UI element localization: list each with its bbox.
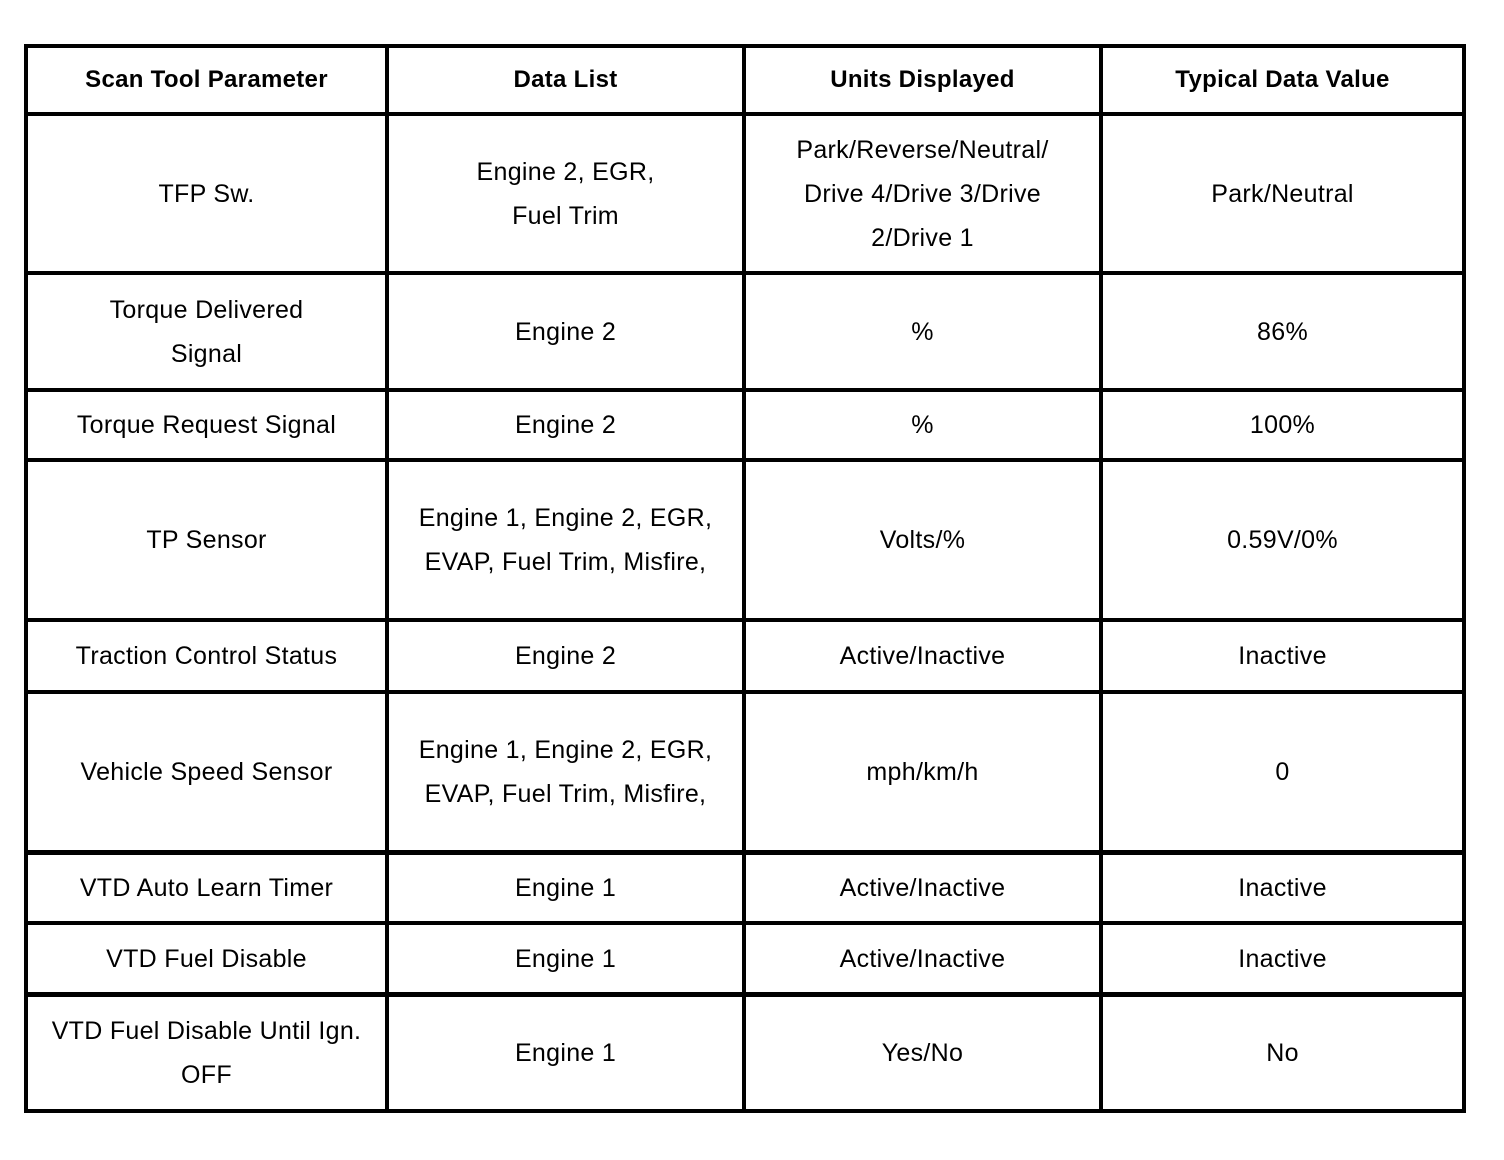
cell-units: Yes/No	[744, 995, 1101, 1112]
cell-data-list: Engine 2	[387, 620, 744, 692]
cell-data-list: Engine 1	[387, 995, 744, 1112]
cell-typical-value: Park/Neutral	[1101, 114, 1464, 273]
cell-data-list: Engine 2	[387, 390, 744, 460]
cell-parameter: VTD Auto Learn Timer	[26, 853, 387, 924]
table-row	[26, 692, 1464, 853]
cell-parameter: Torque Request Signal	[26, 390, 387, 460]
cell-typical-value: 0	[1101, 692, 1464, 853]
header-units-displayed: Units Displayed	[744, 46, 1101, 114]
cell-parameter: Vehicle Speed Sensor	[26, 692, 387, 853]
cell-data-list: Engine 1, Engine 2, EGR, EVAP, Fuel Trim, Misfire,	[387, 692, 744, 853]
cell-parameter: Torque Delivered Signal	[26, 273, 387, 390]
cell-parameter: VTD Fuel Disable Until Ign. OFF	[26, 995, 387, 1112]
table-row	[26, 853, 1464, 924]
table-row	[26, 923, 1464, 995]
cell-units: Volts/%	[744, 460, 1101, 620]
cell-parameter: TFP Sw.	[26, 114, 387, 273]
cell-typical-value: Inactive	[1101, 620, 1464, 692]
cell-parameter: TP Sensor	[26, 460, 387, 620]
cell-units: Active/Inactive	[744, 853, 1101, 924]
cell-data-list: Engine 1	[387, 853, 744, 924]
cell-typical-value: 100%	[1101, 390, 1464, 460]
cell-typical-value: Inactive	[1101, 853, 1464, 924]
scan-tool-data-table	[24, 44, 1466, 1113]
cell-units: mph/km/h	[744, 692, 1101, 853]
cell-typical-value: 86%	[1101, 273, 1464, 390]
table-row	[26, 460, 1464, 620]
header-typical-data-value: Typical Data Value	[1101, 46, 1464, 114]
table-row	[26, 114, 1464, 273]
cell-data-list: Engine 1, Engine 2, EGR, EVAP, Fuel Trim, Misfire,	[387, 460, 744, 620]
cell-units: Park/Reverse/Neutral/ Drive 4/Drive 3/Drive 2/Drive 1	[744, 114, 1101, 273]
cell-units: %	[744, 390, 1101, 460]
header-row	[26, 46, 1464, 114]
cell-data-list: Engine 2, EGR, Fuel Trim	[387, 114, 744, 273]
cell-typical-value: No	[1101, 995, 1464, 1112]
cell-parameter: Traction Control Status	[26, 620, 387, 692]
header-scan-tool-parameter: Scan Tool Parameter	[26, 46, 387, 114]
cell-units: %	[744, 273, 1101, 390]
cell-typical-value: 0.59V/0%	[1101, 460, 1464, 620]
cell-parameter: VTD Fuel Disable	[26, 923, 387, 995]
table-row	[26, 995, 1464, 1112]
table-row	[26, 390, 1464, 460]
cell-data-list: Engine 2	[387, 273, 744, 390]
cell-units: Active/Inactive	[744, 620, 1101, 692]
cell-data-list: Engine 1	[387, 923, 744, 995]
table-row	[26, 620, 1464, 692]
cell-units: Active/Inactive	[744, 923, 1101, 995]
cell-typical-value: Inactive	[1101, 923, 1464, 995]
header-data-list: Data List	[387, 46, 744, 114]
table-row	[26, 273, 1464, 390]
